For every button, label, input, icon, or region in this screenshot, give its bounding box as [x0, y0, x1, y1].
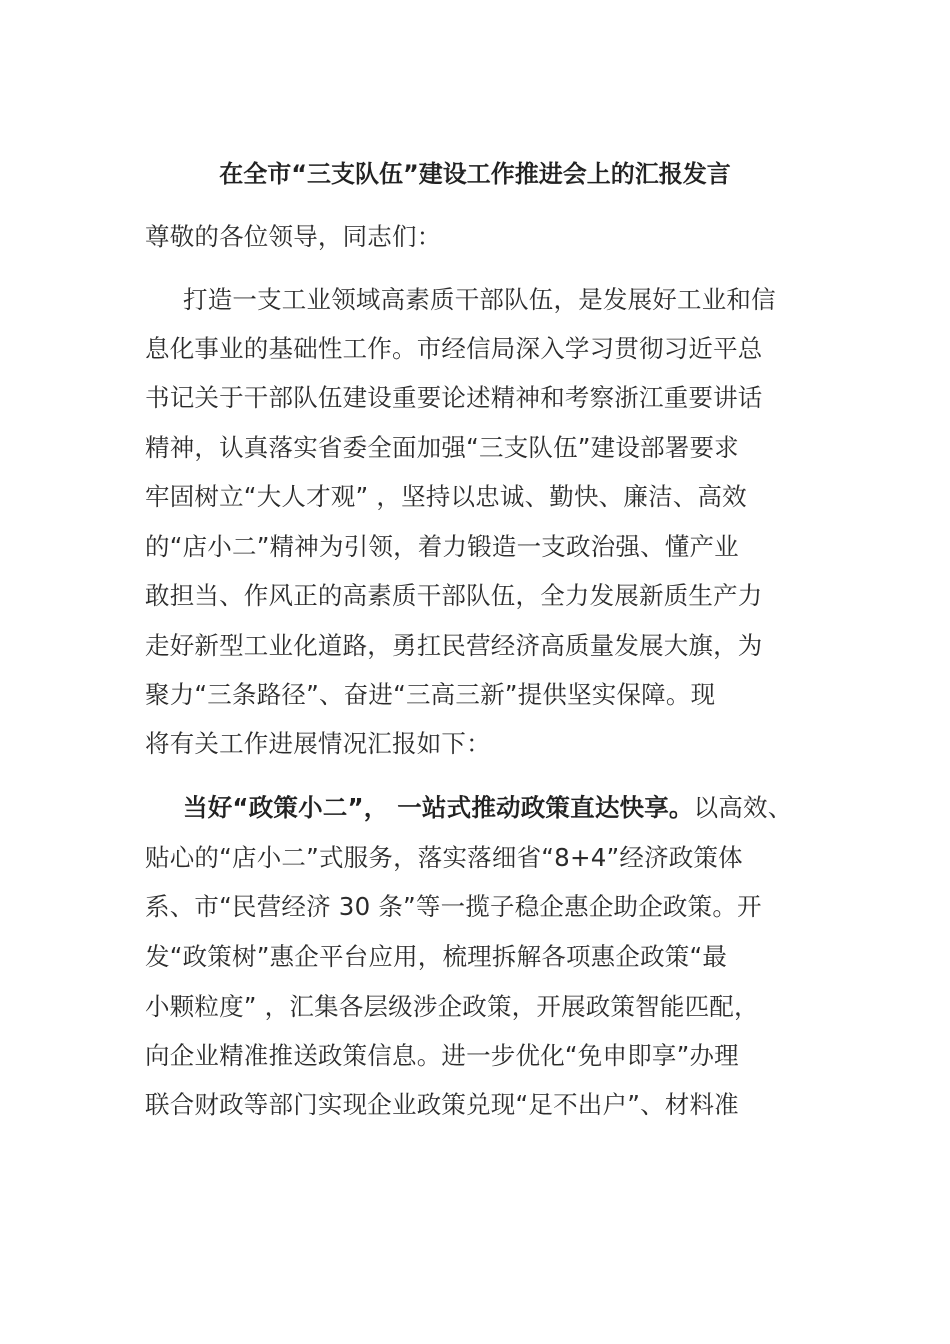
- paragraph-line: 联合财政等部门实现企业政策兑现“足不出户”、材料准: [145, 1090, 739, 1119]
- document-title: 在全市“三支队伍”建设工作推进会上的汇报发言: [219, 160, 731, 188]
- paragraph-line: 的“店小二”精神为引领，着力锻造一支政治强、懂产业: [145, 532, 739, 561]
- paragraph-line: 息化事业的基础性工作。市经信局深入学习贯彻习近平总: [145, 334, 763, 363]
- paragraph-line: 敢担当、作风正的高素质干部队伍，全力发展新质生产力: [145, 581, 763, 610]
- paragraph-line: 精神，认真落实省委全面加强“三支队伍”建设部署要求: [145, 433, 739, 462]
- paragraph-line: 走好新型工业化道路，勇扛民营经济高质量发展大旗，为: [145, 631, 763, 660]
- paragraph-line: 聚力“三条路径”、奋进“三高三新”提供坚实保障。现: [145, 680, 716, 709]
- paragraph-line: 向企业精准推送政策信息。进一步优化“免申即享”办理: [145, 1041, 739, 1070]
- paragraph-line: 小颗粒度” ，汇集各层级涉企政策，开展政策智能匹配，: [145, 992, 759, 1021]
- paragraph-line: 将有关工作进展情况汇报如下：: [145, 729, 491, 758]
- paragraph-line: 牢固树立“大人才观” ，坚持以忠诚、勤快、廉洁、高效: [145, 482, 747, 511]
- heading-continuation: 以高效、: [693, 793, 793, 822]
- paragraph-line: 发“政策树”惠企平台应用，梳理拆解各项惠企政策“最: [145, 942, 728, 971]
- salutation: 尊敬的各位领导，同志们：: [145, 222, 442, 251]
- paragraph-line: 贴心的“店小二”式服务，落实落细省“8+4”经济政策体: [145, 843, 743, 872]
- paragraph-line: 书记关于干部队伍建设重要论述精神和考察浙江重要讲话: [145, 383, 763, 412]
- section-heading: 当好“政策小二”， 一站式推动政策直达快享。: [183, 793, 694, 822]
- paragraph-line: 系、市“民营经济 30 条”等一揽子稳企惠企助企政策。开: [145, 892, 762, 921]
- paragraph-line: 打造一支工业领域高素质干部队伍，是发展好工业和信: [183, 285, 776, 314]
- paragraph-first-line: [183, 788, 792, 828]
